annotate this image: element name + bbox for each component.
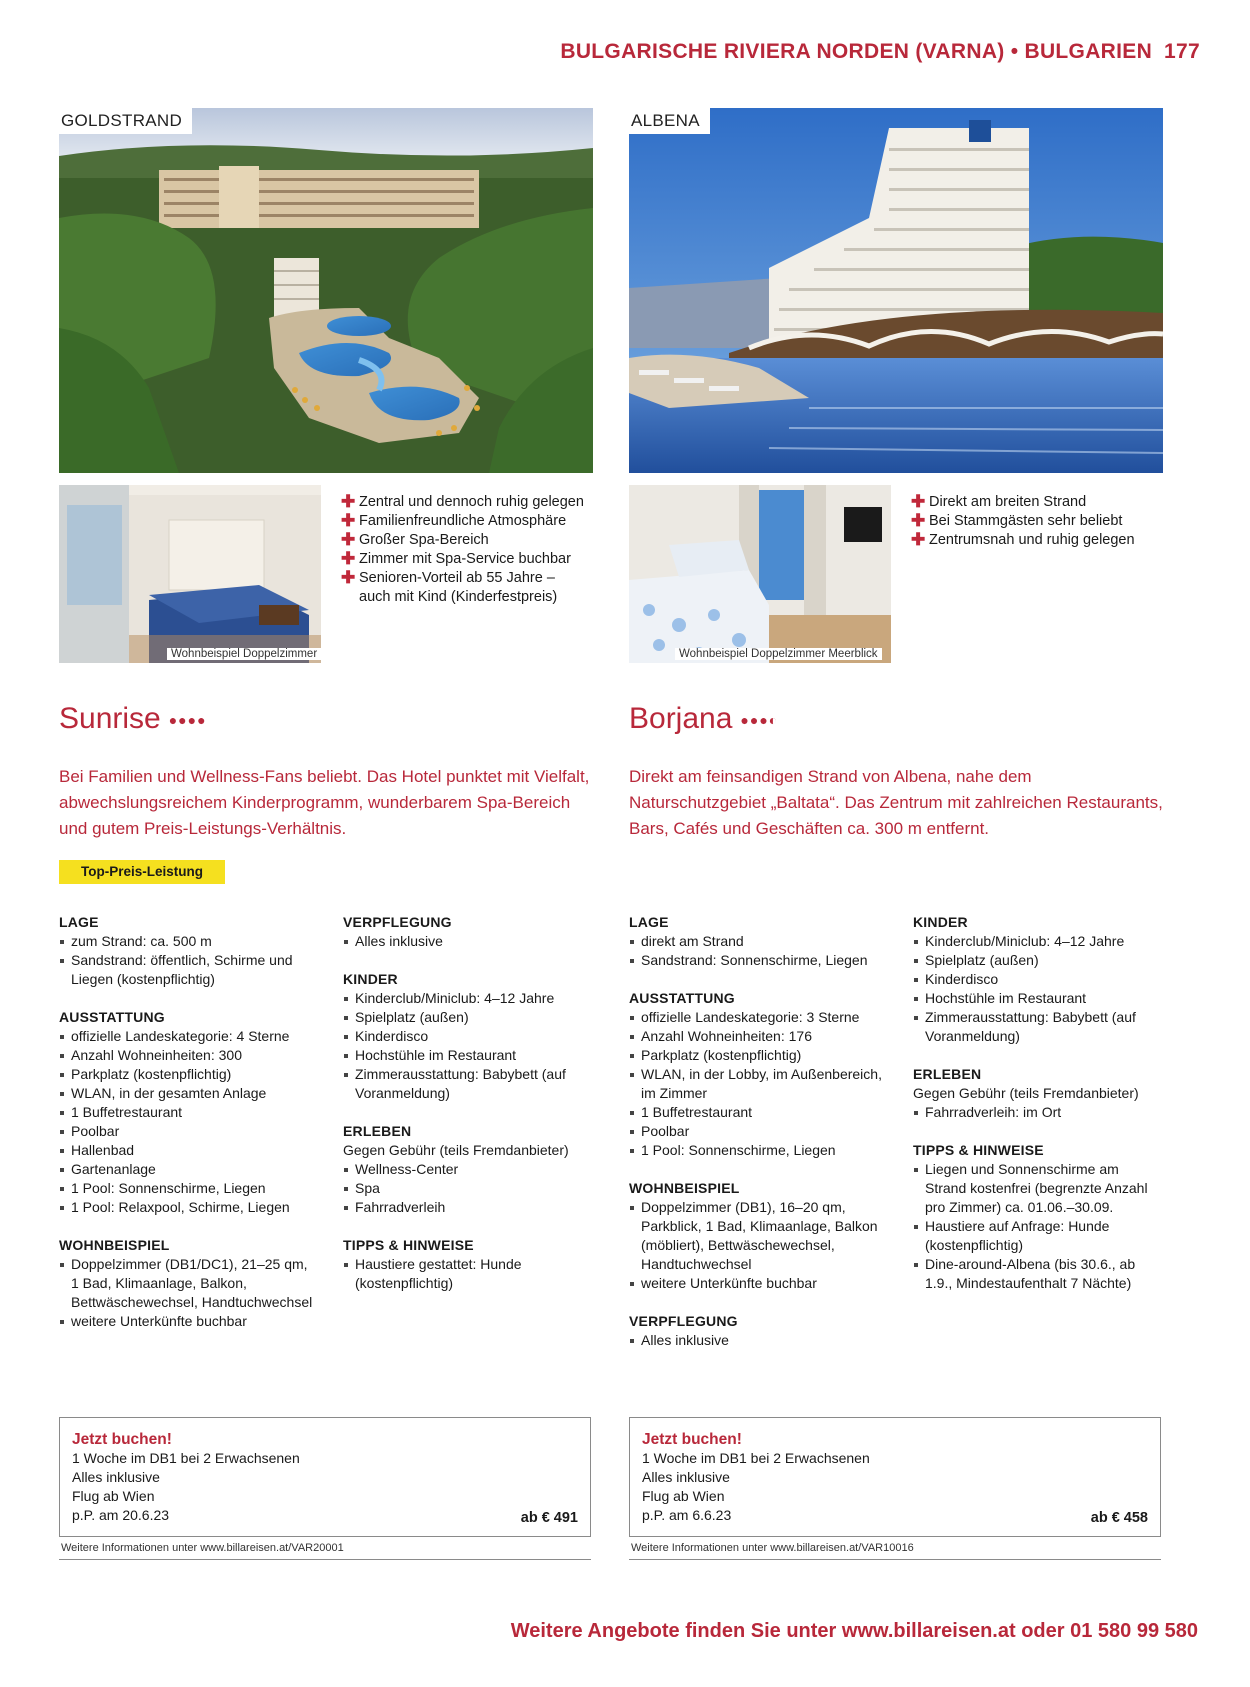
section-lage: LAGE direkt am Strand Sandstrand: Sonnenschirme, Liegen [629, 913, 889, 970]
info-item: Anzahl Wohneinheiten: 300 [59, 1046, 319, 1065]
info-item: Sandstrand: Sonnenschirme, Liegen [629, 951, 889, 970]
feature-item: ✚ Senioren-Vorteil ab 55 Jahre – auch mit Kind (Kinderfestpreis) [341, 568, 558, 605]
section-erleben: ERLEBEN Gegen Gebühr (teils Fremdanbieter) Fahrradverleih: im Ort [913, 1065, 1163, 1122]
section-erleben: ERLEBEN Gegen Gebühr (teils Fremdanbieter) Wellness-Center Spa Fahrradverleih [343, 1122, 593, 1217]
page-header [560, 40, 1200, 64]
info-item: Doppelzimmer (DB1/DC1), 21–25 qm, 1 Bad, Klimaanlage, Balkon, Bettwäschewechsel, Handtuchwechsel [59, 1255, 319, 1312]
section-verpflegung: VERPFLEGUNG Alles inklusive [629, 1312, 889, 1350]
plus-icon: ✚ [341, 549, 356, 568]
page-number: 177 [1164, 40, 1200, 63]
info-item: Kinderdisco [913, 970, 1163, 989]
plus-icon: ✚ [911, 530, 926, 549]
info-item: Liegen und Sonnenschirme am Strand kostenfrei (begrenzte Anzahl pro Zimmer) ca. 01.06.–30.09. [913, 1160, 1163, 1217]
info-item: weitere Unterkünfte buchbar [59, 1312, 319, 1331]
info-item: Alles inklusive [343, 932, 593, 951]
info-item: Alles inklusive [629, 1331, 889, 1350]
info-item: 1 Pool: Sonnenschirme, Liegen [629, 1141, 889, 1160]
plus-icon: ✚ [341, 492, 356, 511]
section-wohnbeispiel: WOHNBEISPIEL Doppelzimmer (DB1/DC1), 21–25 qm, 1 Bad, Klimaanlage, Balkon, Bettwäschewechsel, Handtuchwechsel weitere Unterkünfte buchbar [59, 1236, 319, 1331]
info-item: Gartenanlage [59, 1160, 319, 1179]
booking-price: ab € 491 [520, 1510, 578, 1526]
more-info-link[interactable]: Weitere Informationen unter www.billareisen.at/VAR10016 [631, 1542, 914, 1554]
booking-box[interactable] [629, 1417, 1161, 1537]
info-item: 1 Pool: Sonnenschirme, Liegen [59, 1179, 319, 1198]
feature-list [341, 493, 584, 607]
feature-list [911, 493, 1135, 550]
hotel-title [629, 702, 778, 736]
feature-item: ✚ Familienfreundliche Atmosphäre [341, 511, 567, 530]
room-image [59, 485, 321, 663]
plus-icon: ✚ [911, 511, 926, 530]
info-item: Hochstühle im Restaurant [913, 989, 1163, 1008]
info-item: offizielle Landeskategorie: 4 Sterne [59, 1027, 319, 1046]
booking-line: 1 Woche im DB1 bei 2 Erwachsenen [642, 1450, 870, 1466]
booking-code: VAR20001 [291, 1542, 344, 1554]
info-item: Hallenbad [59, 1141, 319, 1160]
info-item: Fahrradverleih: im Ort [913, 1103, 1163, 1122]
section-ausstattung: AUSSTATTUNG offizielle Landeskategorie: 3 Sterne Anzahl Wohneinheiten: 176 Parkplatz (kostenpflichtig) WLAN, in der Lobby, im Außenbereich, im Zimmer 1 Buffetrestaurant Poolbar 1 Pool: Sonnenschirme, Liegen [629, 989, 889, 1160]
room-photo-sunrise [59, 485, 321, 663]
info-item: WLAN, in der Lobby, im Außenbereich, im Zimmer [629, 1065, 889, 1103]
booking-box[interactable] [59, 1417, 591, 1537]
location-label: GOLDSTRAND [59, 108, 192, 134]
hotel-pool-image [629, 108, 1163, 473]
info-item: 1 Buffetrestaurant [59, 1103, 319, 1122]
section-tipps: TIPPS & HINWEISE Haustiere gestattet: Hunde (kostenpflichtig) [343, 1236, 593, 1293]
section-ausstattung: AUSSTATTUNG offizielle Landeskategorie: 4 Sterne Anzahl Wohneinheiten: 300 Parkplatz (kostenpflichtig) WLAN, in der gesamten Anlage 1 Buffetrestaurant Poolbar Hallenbad Gartenanlage 1 Pool: Sonnenschirme, Liegen 1 Pool: Relaxpool, Schirme, Liegen [59, 1008, 319, 1217]
booking-line: Alles inklusive [72, 1469, 160, 1485]
info-item: Spielplatz (außen) [343, 1008, 593, 1027]
booking-price: ab € 458 [1090, 1510, 1148, 1526]
info-item: offizielle Landeskategorie: 3 Sterne [629, 1008, 889, 1027]
info-item: Haustiere gestattet: Hunde (kostenpflichtig) [343, 1255, 593, 1293]
feature-item: ✚ Großer Spa-Bereich [341, 530, 489, 549]
hotel-column-sunrise [59, 108, 593, 1578]
info-item: Spa [343, 1179, 593, 1198]
info-item: Fahrradverleih [343, 1198, 593, 1217]
info-item: Kinderclub/Miniclub: 4–12 Jahre [343, 989, 593, 1008]
info-item: Poolbar [629, 1122, 889, 1141]
info-item: Wellness-Center [343, 1160, 593, 1179]
hotel-description: Direkt am feinsandigen Strand von Albena, nahe dem Naturschutzgebiet „Baltata“. Das Zentrum mit zahlreichen Restaurants, Bars, Cafés und Geschäften ca. 300 m entfernt. [629, 767, 1163, 838]
booking-code: VAR10016 [861, 1542, 914, 1554]
hotel-photo-sunrise [59, 108, 593, 473]
section-kinder: KINDER Kinderclub/Miniclub: 4–12 Jahre Spielplatz (außen) Kinderdisco Hochstühle im Restaurant Zimmerausstattung: Babybett (auf Voranmeldung) [343, 970, 593, 1103]
hotel-title [59, 702, 207, 736]
top-price-badge: Top-Preis-Leistung [59, 860, 225, 884]
info-item: weitere Unterkünfte buchbar [629, 1274, 889, 1293]
info-item: Kinderclub/Miniclub: 4–12 Jahre [913, 932, 1163, 951]
booking-line: Alles inklusive [642, 1469, 730, 1485]
booking-line: Flug ab Wien [72, 1488, 155, 1504]
info-item: direkt am Strand [629, 932, 889, 951]
rating-stars: ●●●● [168, 712, 207, 729]
section-kinder: KINDER Kinderclub/Miniclub: 4–12 Jahre Spielplatz (außen) Kinderdisco Hochstühle im Restaurant Zimmerausstattung: Babybett (auf Voranmeldung) [913, 913, 1163, 1046]
section-wohnbeispiel: WOHNBEISPIEL Doppelzimmer (DB1), 16–20 qm, Parkblick, 1 Bad, Klimaanlage, Balkon (möbliert), Bettwäschewechsel, Handtuchwechsel weitere Unterkünfte buchbar [629, 1179, 889, 1293]
rating-stars: ●●●◐ [740, 712, 779, 729]
info-item: Kinderdisco [343, 1027, 593, 1046]
location-label: ALBENA [629, 108, 710, 134]
header-title: BULGARISCHE RIVIERA NORDEN (VARNA) • BULGARIEN [560, 40, 1153, 63]
info-item: Haustiere auf Anfrage: Hunde (kostenpflichtig) [913, 1217, 1163, 1255]
info-column-1 [629, 913, 889, 1369]
hotel-photo-borjana [629, 108, 1163, 473]
more-info-link[interactable]: Weitere Informationen unter www.billareisen.at/VAR20001 [61, 1542, 344, 1554]
hotel-name: Borjana [629, 702, 733, 735]
resort-aerial-image [59, 108, 593, 473]
info-item: Poolbar [59, 1122, 319, 1141]
footer-cta[interactable]: Weitere Angebote finden Sie unter www.billareisen.at oder 01 580 99 580 [510, 1620, 1198, 1642]
booking-line: 1 Woche im DB1 bei 2 Erwachsenen [72, 1450, 300, 1466]
plus-icon: ✚ [341, 568, 356, 587]
room-image [629, 485, 891, 663]
info-item: zum Strand: ca. 500 m [59, 932, 319, 951]
info-item: Zimmerausstattung: Babybett (auf Voranmeldung) [343, 1065, 593, 1103]
info-item: Spielplatz (außen) [913, 951, 1163, 970]
feature-item: ✚ Bei Stammgästen sehr beliebt [911, 511, 1123, 530]
feature-item: ✚ Direkt am breiten Strand [911, 492, 1087, 511]
info-item: 1 Pool: Relaxpool, Schirme, Liegen [59, 1198, 319, 1217]
booking-heading: Jetzt buchen! [642, 1431, 742, 1448]
section-lage: LAGE zum Strand: ca. 500 m Sandstrand: öffentlich, Schirme und Liegen (kostenpflichtig) [59, 913, 319, 989]
divider [59, 1559, 591, 1560]
info-item: Hochstühle im Restaurant [343, 1046, 593, 1065]
feature-item: ✚ Zimmer mit Spa-Service buchbar [341, 549, 571, 568]
section-tipps: TIPPS & HINWEISE Liegen und Sonnenschirme am Strand kostenfrei (begrenzte Anzahl pro Zimmer) ca. 01.06.–30.09. Haustiere auf Anfrage: Hunde (kostenpflichtig) Dine-around-Albena (bis 30.6., ab 1.9., Mindestaufenthalt 7 Nächte) [913, 1141, 1163, 1293]
plus-icon: ✚ [911, 492, 926, 511]
info-item: Sandstrand: öffentlich, Schirme und Liegen (kostenpflichtig) [59, 951, 319, 989]
hotel-column-borjana [629, 108, 1163, 1578]
feature-item: ✚ Zentral und dennoch ruhig gelegen [341, 492, 584, 511]
info-column-1 [59, 913, 319, 1350]
info-item: Parkplatz (kostenpflichtig) [59, 1065, 319, 1084]
info-item: Dine-around-Albena (bis 30.6., ab 1.9., Mindestaufenthalt 7 Nächte) [913, 1255, 1163, 1293]
feature-item: ✚ Zentrumsnah und ruhig gelegen [911, 530, 1135, 549]
info-column-2 [913, 913, 1163, 1312]
info-item: 1 Buffetrestaurant [629, 1103, 889, 1122]
info-column-2 [343, 913, 593, 1312]
info-item: Parkplatz (kostenpflichtig) [629, 1046, 889, 1065]
booking-heading: Jetzt buchen! [72, 1431, 172, 1448]
booking-line: p.P. am 6.6.23 [642, 1507, 732, 1523]
hotel-name: Sunrise [59, 702, 161, 735]
booking-line: Flug ab Wien [642, 1488, 725, 1504]
booking-line: p.P. am 20.6.23 [72, 1507, 170, 1523]
plus-icon: ✚ [341, 530, 356, 549]
info-item: WLAN, in der gesamten Anlage [59, 1084, 319, 1103]
section-verpflegung: VERPFLEGUNG Alles inklusive [343, 913, 593, 951]
room-photo-borjana [629, 485, 891, 663]
room-caption: Wohnbeispiel Doppelzimmer Meerblick [675, 648, 882, 660]
info-item: Anzahl Wohneinheiten: 176 [629, 1027, 889, 1046]
info-item: Zimmerausstattung: Babybett (auf Voranmeldung) [913, 1008, 1163, 1046]
plus-icon: ✚ [341, 511, 356, 530]
divider [629, 1559, 1161, 1560]
hotel-description: Bei Familien und Wellness-Fans beliebt. Das Hotel punktet mit Vielfalt, abwechslungsreichem Kinderprogramm, wunderbarem Spa-Bereich und gutem Preis-Leistungs-Verhältnis. [59, 767, 590, 838]
info-item: Doppelzimmer (DB1), 16–20 qm, Parkblick, 1 Bad, Klimaanlage, Balkon (möbliert), Bettwäschewechsel, Handtuchwechsel [629, 1198, 889, 1274]
room-caption: Wohnbeispiel Doppelzimmer [167, 648, 321, 660]
